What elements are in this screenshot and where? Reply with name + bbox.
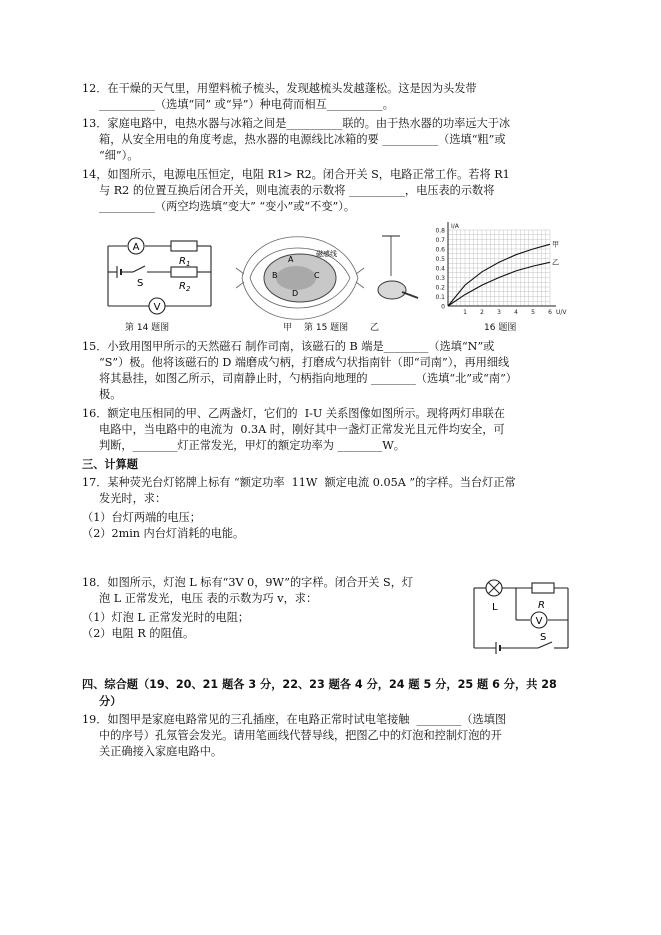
y-tick-label: 0.5: [435, 256, 445, 263]
figure-14-caption: 第 14 题图: [125, 323, 170, 333]
q18-sub2: （2）电阻 R 的阻值。: [82, 627, 195, 640]
y-tick-label: 0.7: [435, 237, 445, 244]
q15-line2: “S”）极。他将该磁石的 D 端磨成勺柄，打磨成勺状指南针（即“司南”），再用细线: [99, 356, 510, 369]
switch-label: S: [540, 632, 547, 643]
y-tick-label: 0.6: [435, 246, 445, 254]
voltmeter-label: V: [535, 616, 543, 627]
q19-line1: 19．如图甲是家庭电路常见的三孔插座，在电路正常时试电笔接触 ________（选填图: [82, 713, 507, 726]
figure-15-magnet: [232, 228, 422, 320]
q19-line2: 中的序号）孔氖管会发光。请用笔画线代替导线，把图乙中的灯泡和控制灯泡的开: [99, 729, 502, 742]
q16-line1: 16．额定电压相同的甲、乙两盏灯，它们的 I-U 关系图像如图所示。现将两灯串联在: [82, 407, 505, 420]
figure-15-caption-left: 甲: [283, 323, 293, 333]
magnet-end-d: D: [292, 289, 299, 298]
magnet-end-b: B: [272, 271, 278, 280]
series-label: 甲: [552, 240, 559, 249]
y-tick-label: 0: [441, 303, 445, 311]
q12-line2: __________（选填“同” 或“异”）种电荷而相互__________。: [99, 98, 394, 111]
figure-16-iu-chart: [420, 220, 570, 320]
section-4-heading: 四、综合题（19、20、21 题各 3 分，22、23 题各 4 分，24 题 5 分，25 题 6 分，共 28: [82, 678, 557, 691]
r2-label: $R_2$: [179, 281, 191, 293]
y-tick-label: 0.4: [435, 265, 445, 273]
spoon-icon: [378, 281, 406, 299]
q17-line1: 17．某种荧光台灯铭牌上标有 “额定功率 11W 额定电流 0.05A ”的字样。当台灯正常: [82, 476, 516, 489]
field-line-label: 磁感线: [316, 250, 337, 258]
figure-15-caption: 第 15 题图: [304, 323, 349, 333]
q13-line2: 箱，从安全用电的角度考虑，热水器的电源线比冰箱的要 __________（选填“粗”或: [99, 133, 506, 146]
x-tick-label: 1: [463, 309, 467, 316]
q18-line1: 18．如图所示，灯泡 L 标有“3V 0，9W”的字样。闭合开关 S，灯: [82, 576, 414, 589]
q12-line1: 12．在干燥的天气里，用塑料梳子梳头，发现越梳头发越蓬松。这是因为头发带: [82, 82, 477, 95]
lamp-label: L: [492, 602, 498, 613]
x-tick-label: 4: [514, 309, 518, 316]
q14-line1: 14，如图所示，电源电压恒定，电阻 R1> R2。闭合开关 S，电路正常工作。若将 R1: [82, 168, 510, 181]
q14-line2: 与 R2 的位置互换后闭合开关，则电流表的示数将 __________，电压表的示数将: [99, 184, 495, 197]
ammeter-label: A: [132, 242, 140, 253]
figure-15-caption-right: 乙: [370, 323, 380, 333]
x-tick-label: 5: [531, 309, 535, 316]
figure-16-caption: 16 题图: [484, 323, 517, 333]
x-tick-label: 2: [480, 309, 484, 316]
voltmeter-label: V: [153, 302, 161, 313]
series-label: 乙: [552, 258, 559, 267]
figure-14-circuit: [103, 224, 223, 332]
magnet-end-c: C: [314, 271, 320, 280]
y-tick-label: 0.8: [435, 227, 445, 235]
magnet-end-a: A: [288, 255, 294, 264]
q15-line4: 极。: [99, 388, 122, 401]
q17-sub2: （2）2min 内台灯消耗的电能。: [82, 527, 245, 540]
x-tick-label: 6: [548, 309, 552, 316]
y-tick-label: 0.1: [435, 294, 445, 301]
r1-label: $R_1$: [179, 256, 191, 268]
q15-line3: 将其悬挂，如图乙所示，司南静止时，勺柄指向地理的 ________（选填“北”或“南”）: [99, 372, 517, 385]
resistor-label: R: [538, 600, 545, 611]
q18-sub1: （1）灯泡 L 正常发光时的电阻；: [82, 611, 250, 624]
q13-line3: “细”）。: [99, 149, 139, 162]
resistor-icon: [532, 583, 554, 593]
q19-line3: 关正确接入家庭电路中。: [99, 745, 223, 758]
q13-line1: 13．家庭电路中，电热水器与冰箱之间是__________联的。由于热水器的功率远大于冰: [82, 117, 511, 130]
q18-line2: 泡 L 正常发光，电压 表的示数为巧 v，求：: [99, 592, 318, 605]
y-tick-label: 0.3: [435, 275, 445, 282]
y-tick-label: 0.2: [435, 284, 445, 292]
q17-line2: 发光时，求：: [99, 492, 167, 505]
q15-line1: 15．小致用图甲所示的天然磁石 制作司南，该磁石的 B 端是________（选填“N”或: [82, 340, 495, 353]
x-tick-label: 3: [497, 309, 501, 316]
q16-line2: 电路中，当电路中的电流为 0.3A 时，刚好其中一盏灯正常发光且元件均安全，可: [99, 423, 505, 436]
switch-label: S: [137, 278, 144, 289]
y-axis-label: I/A: [451, 223, 459, 230]
section-3-heading: 三、计算题: [82, 458, 138, 471]
q14-line3: __________（两空均选填“变大” “变小”或“不变”）。: [99, 200, 356, 213]
x-axis-label: U/V: [556, 309, 567, 316]
figure-18-circuit: [468, 570, 578, 656]
q16-line3: 判断，________灯正常发光，甲灯的额定功率为 ________W。: [99, 439, 405, 452]
q17-sub1: （1）台灯两端的电压；: [82, 511, 201, 524]
section-4-heading-cont: 分）: [99, 695, 122, 708]
